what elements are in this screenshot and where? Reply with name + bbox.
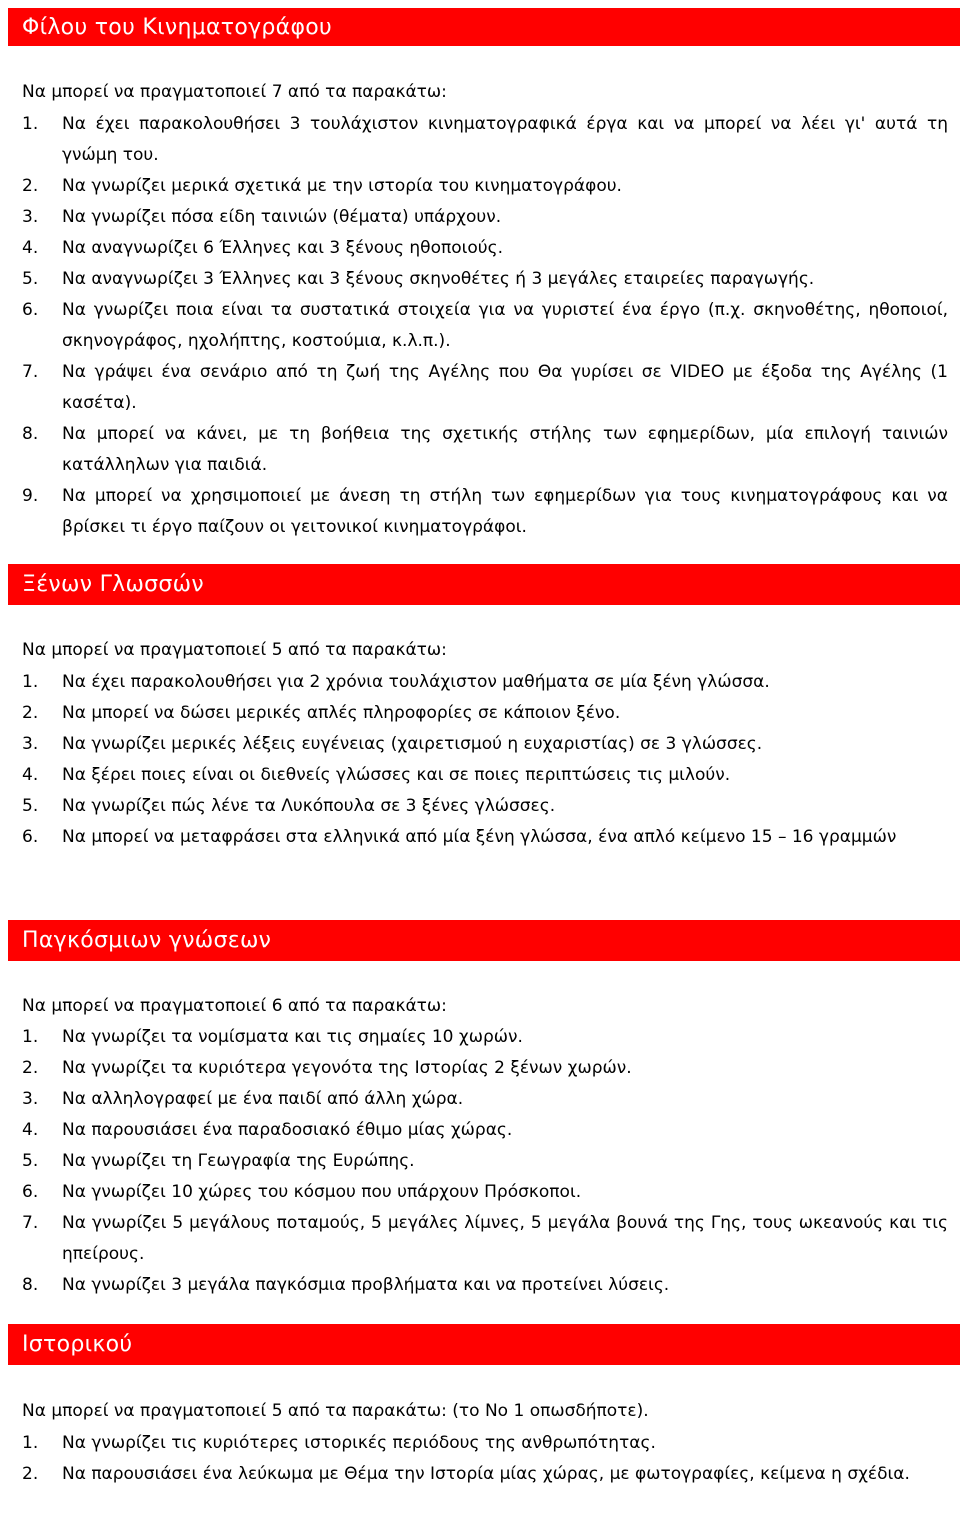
list-item — [22, 698, 948, 729]
item-number: 1. — [22, 114, 39, 134]
item-text: Να παρουσιάσει ένα παραδοσιακό έθιμο μίας χώρας. — [62, 1120, 513, 1140]
item-number: 1. — [22, 672, 39, 692]
item-text: Να αναγνωρίζει 3 Έλληνες και 3 ξένους σκηνοθέτες ή 3 μεγάλες εταιρείες παραγωγής. — [62, 269, 815, 289]
item-text: Να γνωρίζει τις κυριότερες ιστορικές περιόδους της ανθρωπότητας. — [62, 1433, 656, 1453]
item-number: 5. — [22, 796, 39, 816]
item-text: Να έχει παρακολουθήσει 3 τουλάχιστον κινηματογραφικά έργα και να μπορεί να λέει γι' αυτά τη γνώμη του. — [62, 114, 948, 165]
item-text: Να γνωρίζει τη Γεωγραφία της Ευρώπης. — [62, 1151, 415, 1171]
list-item — [22, 667, 948, 698]
item-number: 4. — [22, 765, 39, 785]
item-number: 1. — [22, 1433, 39, 1453]
item-text: Να γνωρίζει μερικά σχετικά με την ιστορία του κινηματογράφου. — [62, 176, 622, 196]
item-number: 2. — [22, 176, 39, 196]
item-text: Να γνωρίζει πόσα είδη ταινιών (θέματα) υπάρχουν. — [62, 207, 502, 227]
item-text: Να γνωρίζει τα νομίσματα και τις σημαίες 10 χωρών. — [62, 1027, 523, 1047]
section-title-banner — [8, 920, 960, 961]
list-item — [22, 481, 948, 543]
list-item — [22, 1084, 948, 1115]
list-item — [22, 202, 948, 233]
section-title: Ξένων Γλωσσών — [22, 572, 204, 597]
item-number: 7. — [22, 1213, 39, 1233]
list-item — [22, 1270, 948, 1301]
list-item — [22, 1022, 948, 1053]
item-text: Να παρουσιάσει ένα λεύκωμα με Θέμα την Ιστορία μίας χώρας, με φωτογραφίες, κείμενα η σχέδια. — [62, 1464, 910, 1484]
item-text: Να μπορεί να κάνει, με τη βοήθεια της σχετικής στήλης των εφημερίδων, μία επιλογή ταινιών κατάλληλων για παιδιά. — [62, 424, 948, 475]
section-title: Παγκόσμιων γνώσεων — [22, 928, 272, 953]
list-item — [22, 233, 948, 264]
list-item — [22, 1146, 948, 1177]
list-item — [22, 822, 948, 853]
item-number: 8. — [22, 424, 39, 444]
item-number: 7. — [22, 362, 39, 382]
item-text: Να ξέρει ποιες είναι οι διεθνείς γλώσσες και σε ποιες περιπτώσεις τις μιλούν. — [62, 765, 731, 785]
item-number: 3. — [22, 734, 39, 754]
item-number: 4. — [22, 238, 39, 258]
item-number: 4. — [22, 1120, 39, 1140]
list-item — [22, 109, 948, 171]
list-item — [22, 357, 948, 419]
section-intro: Να μπορεί να πραγματοποιεί 5 από τα παρακάτω: — [22, 640, 447, 660]
item-number: 5. — [22, 1151, 39, 1171]
item-text: Να γνωρίζει μερικές λέξεις ευγένειας (χαιρετισμού η ευχαριστίας) σε 3 γλώσσες. — [62, 734, 763, 754]
item-text: Να γνωρίζει ποια είναι τα συστατικά στοιχεία για να γυριστεί ένα έργο (π.χ. σκηνοθέτης, ηθοποιοί, σκηνογράφος, ηχολήπτης, κοστούμια, κ.λ.π.). — [62, 300, 948, 351]
item-number: 3. — [22, 1089, 39, 1109]
section-intro: Να μπορεί να πραγματοποιεί 5 από τα παρακάτω: (το Νο 1 οπωσδήποτε). — [22, 1401, 649, 1421]
item-number: 2. — [22, 703, 39, 723]
section-title-banner — [8, 1324, 960, 1365]
item-text: Να μπορεί να δώσει μερικές απλές πληροφορίες σε κάποιον ξένο. — [62, 703, 621, 723]
item-text: Να μπορεί να χρησιμοποιεί με άνεση τη στήλη των εφημερίδων για τους κινηματογράφους και να βρίσκει τι έργο παίζουν οι γειτονικοί κινηματογράφοι. — [62, 486, 948, 537]
section-title-banner — [8, 8, 960, 46]
item-number: 8. — [22, 1275, 39, 1295]
item-text: Να μπορεί να μεταφράσει στα ελληνικά από μία ξένη γλώσσα, ένα απλό κείμενο 15 – 16 γραμμών — [62, 827, 897, 847]
item-number: 5. — [22, 269, 39, 289]
list-item — [22, 760, 948, 791]
item-number: 6. — [22, 300, 39, 320]
list-item — [22, 264, 948, 295]
item-number: 1. — [22, 1027, 39, 1047]
item-text: Να γνωρίζει 5 μεγάλους ποταμούς, 5 μεγάλες λίμνες, 5 μεγάλα βουνά της Γης, τους ωκεανούς και τις ηπείρους. — [62, 1213, 948, 1264]
item-number: 9. — [22, 486, 39, 506]
list-item — [22, 1459, 948, 1490]
section-title: Ιστορικού — [22, 1332, 133, 1357]
item-text: Να γνωρίζει πώς λένε τα Λυκόπουλα σε 3 ξένες γλώσσες. — [62, 796, 556, 816]
list-item — [22, 791, 948, 822]
section-intro: Να μπορεί να πραγματοποιεί 6 από τα παρακάτω: — [22, 996, 447, 1016]
item-text: Να γνωρίζει 10 χώρες του κόσμου που υπάρχουν Πρόσκοποι. — [62, 1182, 582, 1202]
list-item — [22, 1053, 948, 1084]
list-item — [22, 171, 948, 202]
item-text: Να γνωρίζει 3 μεγάλα παγκόσμια προβλήματα και να προτείνει λύσεις. — [62, 1275, 670, 1295]
item-number: 2. — [22, 1058, 39, 1078]
item-text: Να έχει παρακολουθήσει για 2 χρόνια τουλάχιστον μαθήματα σε μία ξένη γλώσσα. — [62, 672, 770, 692]
item-text: Να γνωρίζει τα κυριότερα γεγονότα της Ιστορίας 2 ξένων χωρών. — [62, 1058, 632, 1078]
list-item — [22, 295, 948, 357]
list-item — [22, 1208, 948, 1270]
list-item — [22, 1115, 948, 1146]
item-number: 6. — [22, 827, 39, 847]
section-title-banner — [8, 564, 960, 605]
section-title: Φίλου του Κινηματογράφου — [22, 15, 333, 40]
item-number: 6. — [22, 1182, 39, 1202]
item-number: 2. — [22, 1464, 39, 1484]
list-item — [22, 1177, 948, 1208]
section-intro: Να μπορεί να πραγματοποιεί 7 από τα παρακάτω: — [22, 82, 447, 102]
item-text: Να γράψει ένα σενάριο από τη ζωή της Αγέλης που Θα γυρίσει σε VIDEO με έξοδα της Αγέλης (1 κασέτα). — [62, 362, 948, 413]
item-text: Να αλληλογραφεί με ένα παιδί από άλλη χώρα. — [62, 1089, 464, 1109]
item-number: 3. — [22, 207, 39, 227]
item-text: Να αναγνωρίζει 6 Έλληνες και 3 ξένους ηθοποιούς. — [62, 238, 503, 258]
list-item — [22, 419, 948, 481]
list-item — [22, 729, 948, 760]
list-item — [22, 1428, 948, 1459]
